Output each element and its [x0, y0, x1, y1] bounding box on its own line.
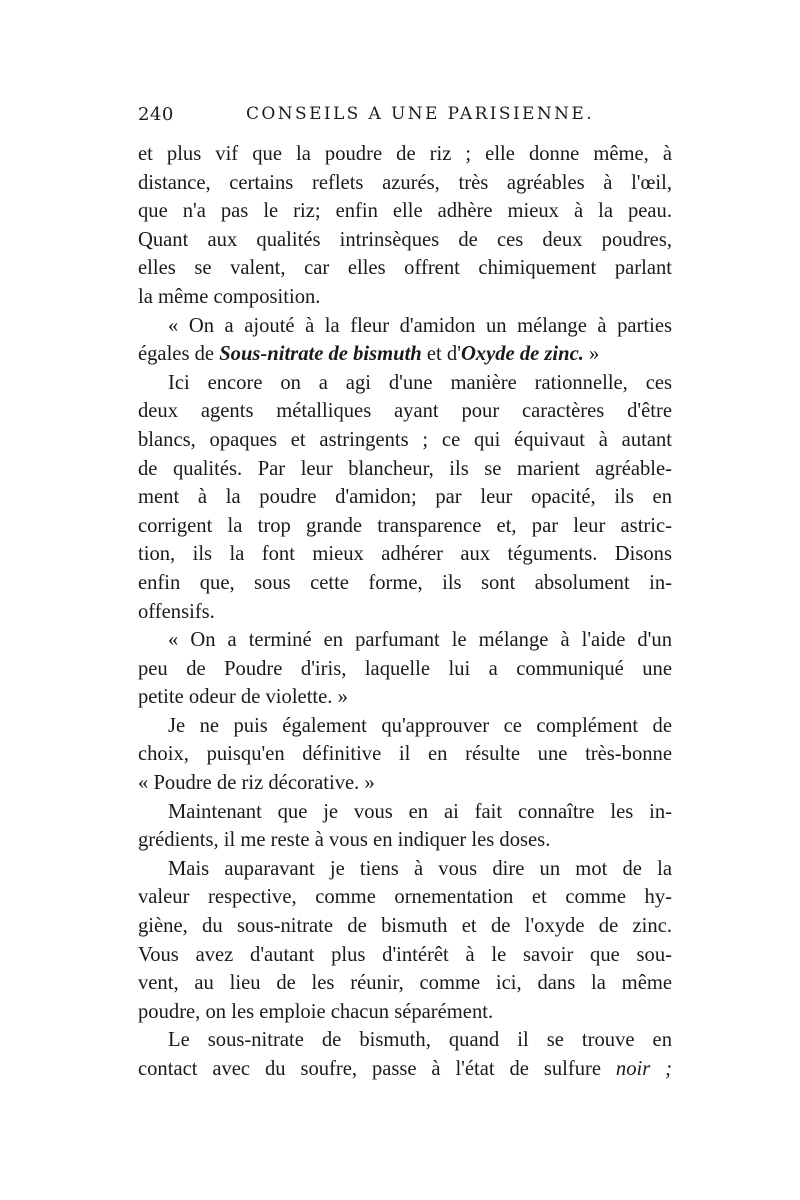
text-line: et plus vif que la poudre de riz ; elle donne même, à [138, 143, 672, 165]
text-line: Vous avez d'autant plus d'intérêt à le savoir que sou- [138, 943, 672, 966]
quote-line [138, 340, 672, 369]
text-line [138, 1055, 672, 1084]
text-line: choix, puisqu'en définitive il en résulte une très-bonne [138, 743, 672, 766]
text-line: que n'a pas le riz; enfin elle adhère mieux à la peau. [138, 200, 672, 223]
text-line: Mais auparavant je tiens à vous dire un mot de la [168, 857, 672, 880]
text-line: giène, du sous-nitrate de bismuth et de l'oxyde de zinc. [138, 915, 672, 938]
quote-line: petite odeur de violette. » [138, 686, 348, 709]
text-span: et d' [421, 343, 461, 366]
text-line: grédients, il me reste à vous en indiquer les doses. [138, 829, 551, 852]
text-line: valeur respective, comme ornementation et comme hy- [138, 886, 672, 909]
quote-line: « On a terminé en parfumant le mélange à l'aide d'un [168, 629, 672, 652]
text-line: corrigent la trop grande transparence et, par leur astric- [138, 514, 672, 537]
text-span: contact avec du soufre, passe à l'état de sulfure [138, 1058, 616, 1080]
text-line: enfin que, sous cette forme, ils sont absolument in- [138, 571, 672, 594]
italic-term-bismuth: Sous-nitrate de bismuth [219, 343, 422, 366]
text-line: Maintenant que je vous en ai fait connaître les in- [168, 800, 672, 823]
text-line: de qualités. Par leur blancheur, ils se marient agréable- [138, 457, 672, 480]
quote-line: « On a ajouté à la fleur d'amidon un mélange à parties [168, 314, 672, 337]
text-line: vent, au lieu de les réunir, comme ici, dans la même [138, 972, 672, 995]
text-line: ment à la poudre d'amidon; par leur opacité, ils en [138, 486, 672, 509]
page-header [138, 104, 678, 134]
text-line: la même composition. [138, 285, 321, 308]
text-line: « Poudre de riz décorative. » [138, 772, 375, 795]
text-line: Le sous-nitrate de bismuth, quand il se trouve en [168, 1029, 672, 1052]
text-span: égales de [138, 343, 220, 366]
text-line: offensifs. [138, 600, 215, 623]
page-number: 240 [138, 104, 174, 125]
text-span: » [583, 343, 600, 366]
text-line: deux agents métalliques ayant pour caractères d'être [138, 400, 672, 423]
quote-line: peu de Poudre d'iris, laquelle lui a communiqué une [138, 657, 672, 680]
italic-word-noir: noir ; [615, 1058, 672, 1080]
text-line: tion, ils la font mieux adhérer aux téguments. Disons [138, 543, 672, 566]
text-line: blancs, opaques et astringents ; ce qui équivaut à autant [138, 428, 672, 451]
text-line: Ici encore on a agi d'une manière rationnelle, ces [168, 371, 672, 394]
text-line: poudre, on les emploie chacun séparément. [138, 1000, 494, 1023]
text-line: Je ne puis également qu'approuver ce complément de [168, 714, 672, 737]
text-line: distance, certains reflets azurés, très agréables à l'œil, [138, 171, 672, 194]
body-text [138, 140, 672, 1084]
text-line: elles se valent, car elles offrent chimiquement parlant [138, 257, 672, 280]
running-title: CONSEILS A UNE PARISIENNE. [246, 104, 595, 124]
text-line: Quant aux qualités intrinsèques de ces deux poudres, [138, 228, 672, 251]
italic-term-zinc: Oxyde de zinc. [460, 343, 584, 366]
